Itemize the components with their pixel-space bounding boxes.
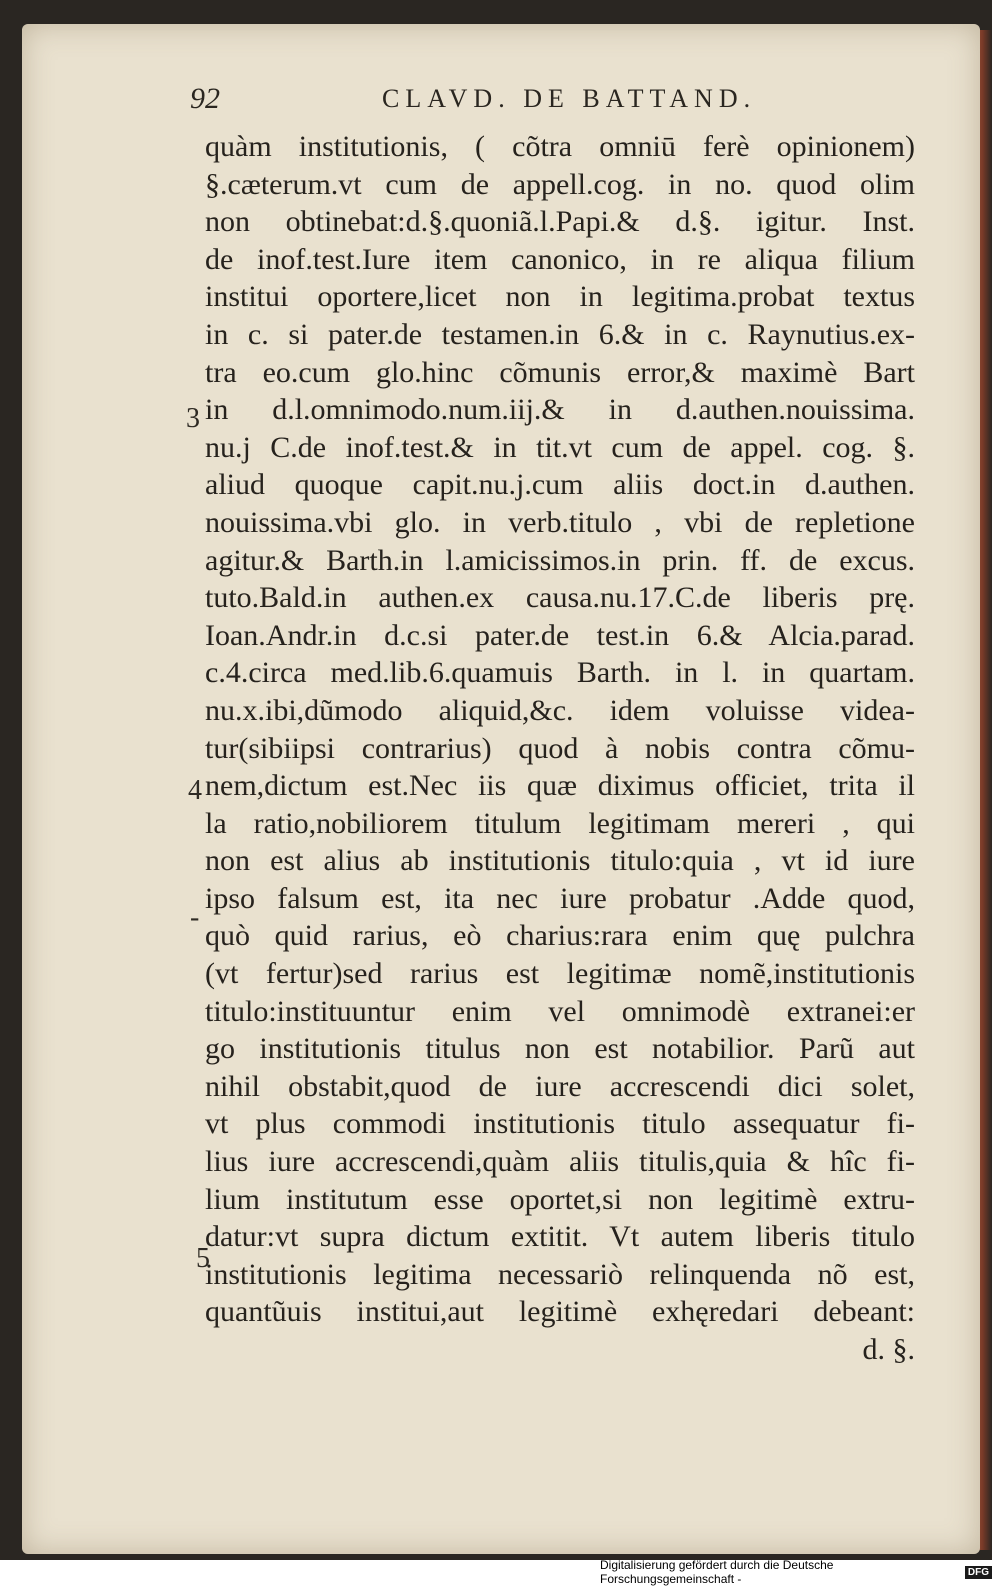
text-line: quantũuis institui,aut legitimè exhęredari debeant: bbox=[205, 1295, 915, 1329]
text-line: c.4.circa med.lib.6.quamuis Barth. in l. in quartam. bbox=[205, 656, 915, 690]
margin-note-5: 5 bbox=[196, 1243, 210, 1274]
text-line: nihil obstabit,quod de iure accrescendi dici solet, bbox=[205, 1069, 915, 1103]
text-line: de inof.test.Iure item canonico, in re aliqua filium bbox=[205, 242, 915, 276]
text-line: tuto.Bald.in authen.ex causa.nu.17.C.de liberis prę. bbox=[205, 581, 915, 615]
text-line: datur:vt supra dictum extitit. Vt autem liberis titulo bbox=[205, 1220, 915, 1254]
dfg-logo: DFG bbox=[965, 1566, 992, 1579]
text-line: non est alius ab institutionis titulo:quia , vt id iure bbox=[205, 844, 915, 878]
digitization-footer bbox=[600, 1558, 1000, 1586]
text-line: non obtinebat:d.§.quoniã.l.Papi.& d.§. igitur. Inst. bbox=[205, 205, 915, 239]
text-line: (vt fertur)sed rarius est legitimæ nomẽ,institutionis bbox=[205, 957, 915, 991]
footer-text: Digitalisierung gefördert durch die Deutsche Forschungsgemeinschaft - bbox=[600, 1558, 834, 1586]
text-line: titulo:instituuntur enim vel omnimodè extranei:er bbox=[205, 994, 915, 1028]
text-line: institui oportere,licet non in legitima.probat textus bbox=[205, 280, 915, 314]
text-line: §.cæterum.vt cum de appell.cog. in no. quod olim bbox=[205, 167, 915, 201]
margin-note-3: 3 bbox=[186, 403, 200, 434]
text-line: tra eo.cum glo.hinc cõmunis error,& maximè Bart bbox=[205, 355, 915, 389]
text-line: nu.j C.de inof.test.& in tit.vt cum de appel. cog. §. bbox=[205, 430, 915, 464]
text-line: tur(sibiipsi contrarius) quod à nobis contra cõmu- bbox=[205, 731, 915, 765]
margin-note-dash: - bbox=[190, 902, 200, 933]
text-line: vt plus commodi institutionis titulo assequatur fi- bbox=[205, 1107, 915, 1141]
text-line: aliud quoque capit.nu.j.cum aliis doct.in d.authen. bbox=[205, 468, 915, 502]
text-line: institutionis legitima necessariò relinquenda nõ est, bbox=[205, 1257, 915, 1291]
text-line: lius iure accrescendi,quàm aliis titulis,quia & hîc fi- bbox=[205, 1145, 915, 1179]
page-header bbox=[190, 82, 910, 126]
text-line: quàm institutionis, ( cõtra omniū ferè opinionem) bbox=[205, 130, 915, 163]
text-line: agitur.& Barth.in l.amicissimos.in prin. ff. de excus. bbox=[205, 543, 915, 577]
text-line: in c. si pater.de testamen.in 6.& in c. Raynutius.ex- bbox=[205, 317, 915, 351]
text-line: d. §. bbox=[862, 1333, 915, 1366]
text-line: nouissima.vbi glo. in verb.titulo , vbi de repletione bbox=[205, 505, 915, 539]
text-line: lium institutum esse oportet,si non legitimè extru- bbox=[205, 1182, 915, 1216]
text-line: go institutionis titulus non est notabilior. Parũ aut bbox=[205, 1032, 915, 1066]
text-line: ipso falsum est, ita nec iure probatur .Adde quod, bbox=[205, 881, 915, 915]
text-line: quò quid rarius, eò charius:rara enim quę pulchra bbox=[205, 919, 915, 953]
text-line: Ioan.Andr.in d.c.si pater.de test.in 6.& Alcia.parad. bbox=[205, 618, 915, 652]
text-line: la ratio,nobiliorem titulum legitimam mereri , qui bbox=[205, 806, 915, 840]
margin-note-4: 4 bbox=[188, 775, 202, 806]
text-line: nem,dictum est.Nec iis quæ diximus officiet, trita il bbox=[205, 769, 915, 803]
page-number: 92 bbox=[190, 82, 220, 115]
body-text bbox=[205, 128, 915, 1369]
text-line: in d.l.omnimodo.num.iij.& in d.authen.nouissima. bbox=[205, 393, 915, 427]
text-line: nu.x.ibi,dũmodo aliquid,&c. idem voluisse videa- bbox=[205, 693, 915, 727]
running-head: CLAVD. DE BATTAND. bbox=[382, 84, 757, 113]
